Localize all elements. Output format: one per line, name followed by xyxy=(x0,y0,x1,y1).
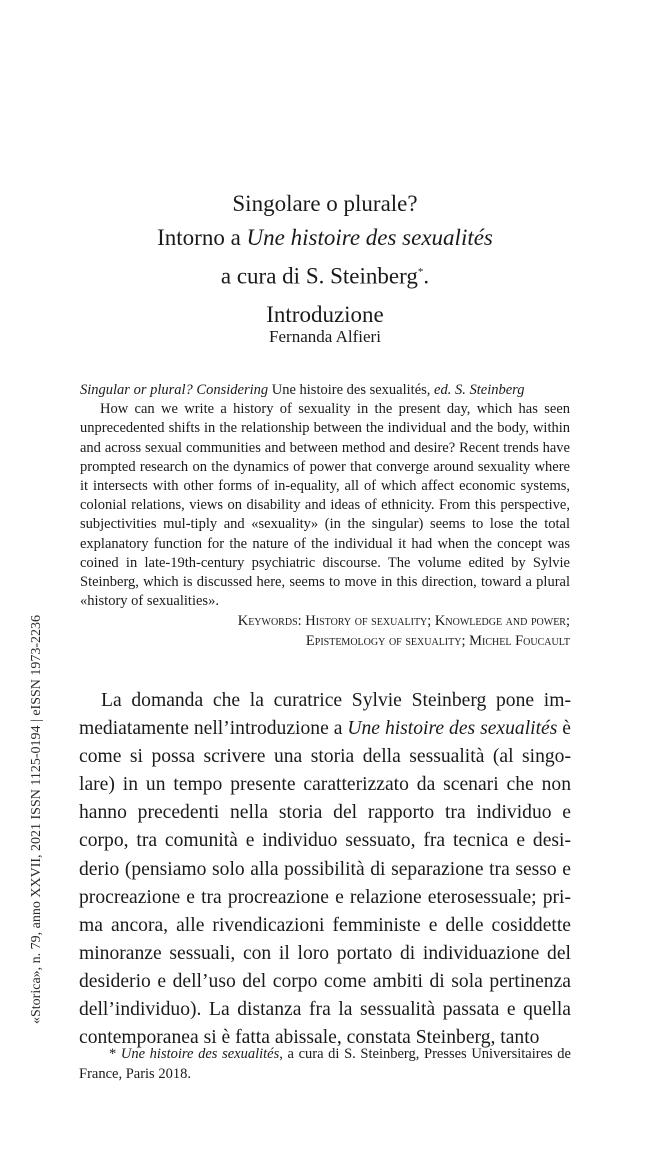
keywords-line-2: Epistemology of sexuality; Michel Foucault xyxy=(305,633,570,650)
title-line-2-prefix: Intorno a xyxy=(157,225,247,250)
body-paragraph xyxy=(79,687,571,1052)
english-abstract xyxy=(80,381,570,651)
title-line-4: Introduzione xyxy=(266,301,384,327)
body-book-title: Une histoire des sexualités xyxy=(347,718,558,740)
footnote-mark: * xyxy=(109,1046,121,1062)
article-title xyxy=(0,187,650,332)
title-line-1: Singolare o plurale? xyxy=(232,191,418,216)
footnote-publication: , a cura di S. Steinberg, Presses Universitaires de France, Paris 2018. xyxy=(79,1046,571,1082)
footnote xyxy=(79,1045,571,1084)
journal-side-reference: «Storica», n. 79, anno XXVII, 2021 ISSN 1125-0194 | eISSN 1973-2236 xyxy=(29,614,44,1024)
title-line-2 xyxy=(0,221,650,255)
abstract-body: How can we write a history of sexuality in the present day, which has seen unprecedented shifts in the relationship between the individual and the body, within and across sexual communities and between method and desire? Recent trends have prompted research on the dynamics of power that converge around sexuality where it intersects with other forms of in-equality, all of which affect economic systems, colonial relations, views on disability and ideas of ethnicity. From this perspective, subjectivities mul-tiply and «sexuality» (in the singular) seems to lose the total explanatory function for the nature of the individual it had when the concept was coined in late-19th-century psychiatric discourse. The volume edited by Sylvie Steinberg, which is discussed here, seems to move in this direction, toward a plural «history of sexualities». xyxy=(80,401,570,610)
author-name: Fernanda Alfieri xyxy=(269,327,381,346)
footnote-marker: * xyxy=(417,266,424,278)
title-editor: a cura di S. Steinberg xyxy=(220,263,418,289)
abstract-title-book: Une histoire des sexualités xyxy=(271,382,427,398)
abstract-title xyxy=(80,381,570,400)
title-book-name: Une histoire des sexualités xyxy=(246,225,493,250)
abstract-title-part-2: , ed. S. Steinberg xyxy=(426,382,525,398)
abstract-title-part-1: Singular or plural? Considering xyxy=(80,382,272,398)
footnote-text xyxy=(79,1045,571,1084)
title-line-3 xyxy=(0,255,650,294)
footnote-book-title: Une histoire des sexualités xyxy=(120,1046,280,1062)
keywords xyxy=(80,611,570,651)
title-line-3-end: . xyxy=(423,263,430,289)
body-text-part-2: è come si possa scrivere una storia della sessualità (al singo-lare) in un tempo presente caratterizzato da scenari che non hanno precedenti nella storia del rapporto tra individuo e corpo, tra comunità e individuo sessuato, fra tecnica e desi-derio (pensiamo solo alla possibilità di separazione tra sesso e procreazione e tra procreazione e relazione eterosessuale; pri-ma ancora, alle rivendicazioni femministe e delle cosiddette minoranze sessuali, con il loro portato di individuazione del desiderio e dell’uso del corpo come ambiti di sola pertinenza dell’individuo). La distanza fra la sessualità passata e quella contemporanea si è fatta abissale, constata Steinberg, tanto xyxy=(79,718,571,1049)
body-text-part-1: La domanda che la curatrice Sylvie Steinberg pone im-mediatamente nell’introduzione a xyxy=(79,690,571,740)
keywords-line-1: Keywords: History of sexuality; Knowledge and power; xyxy=(237,613,570,630)
